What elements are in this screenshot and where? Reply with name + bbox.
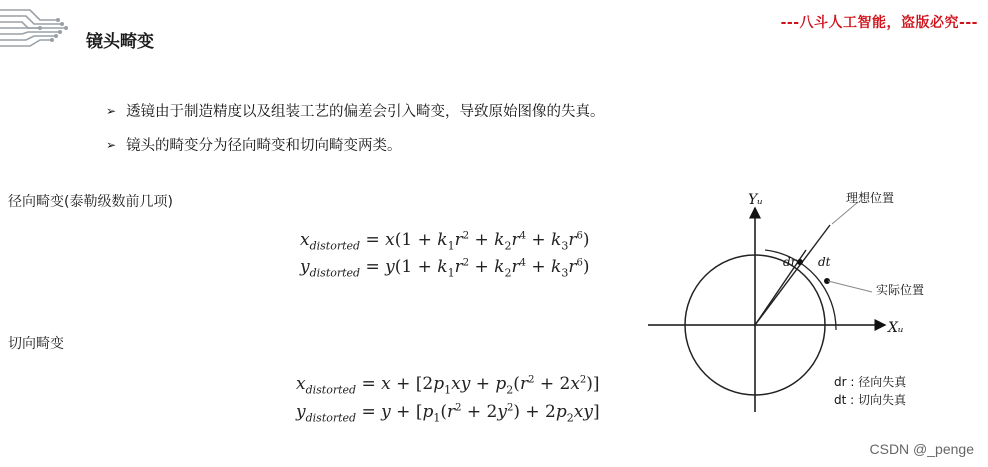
legend-dr: dr : 径向失真 — [834, 375, 907, 389]
tangential-formula-y: $y_{distorted} = y + [p_1(r^2 + 2y^2) + 2p_2xy]$ — [296, 402, 600, 425]
ideal-position-label: 理想位置 — [846, 191, 895, 205]
bullet-text: 镜头的畸变分为径向畸变和切向畸变两类。 — [126, 138, 402, 154]
arrow-bullet-icon: ➢ — [106, 137, 117, 152]
tangential-distortion-heading: 切向畸变 — [8, 336, 64, 352]
ideal-leader — [832, 202, 858, 224]
y-axis-label: Yᵤ — [748, 192, 763, 208]
circuit-logo-icon — [0, 0, 78, 52]
bullet-item — [106, 134, 402, 155]
copyright-banner: ---八斗人工智能，盗版必究--- — [780, 15, 978, 31]
x-axis-label: Xᵤ — [888, 320, 904, 336]
bullet-text: 透镜由于制造精度以及组装工艺的偏差会引入畸变，导致原始图像的失真。 — [126, 104, 605, 120]
bullet-item — [106, 100, 605, 121]
actual-leader — [828, 281, 872, 292]
ideal-ray — [755, 225, 830, 325]
radial-formula-y: $y_{distorted} = y(1 + k_1r^2 + k_2r^4 + k_3r^6)$ — [300, 257, 590, 280]
arrow-bullet-icon: ➢ — [106, 103, 117, 118]
dt-label: dt — [818, 255, 831, 269]
radial-distortion-heading: 径向畸变(泰勒级数前几项) — [8, 194, 173, 210]
csdn-watermark: CSDN @_penge — [869, 441, 974, 457]
actual-position-label: 实际位置 — [876, 283, 925, 297]
page-title: 镜头畸变 — [86, 32, 154, 52]
ideal-point — [797, 259, 803, 265]
radial-formula-x: $x_{distorted} = x(1 + k_1r^2 + k_2r^4 + k_3r^6)$ — [300, 230, 590, 253]
dr-label: dr — [783, 255, 797, 269]
tangential-formula-x: $x_{distorted} = x + [2p_1xy + p_2(r^2 + 2x^2)]$ — [296, 374, 600, 397]
legend-dt: dt : 切向失真 — [834, 393, 906, 407]
distortion-diagram — [640, 180, 940, 430]
